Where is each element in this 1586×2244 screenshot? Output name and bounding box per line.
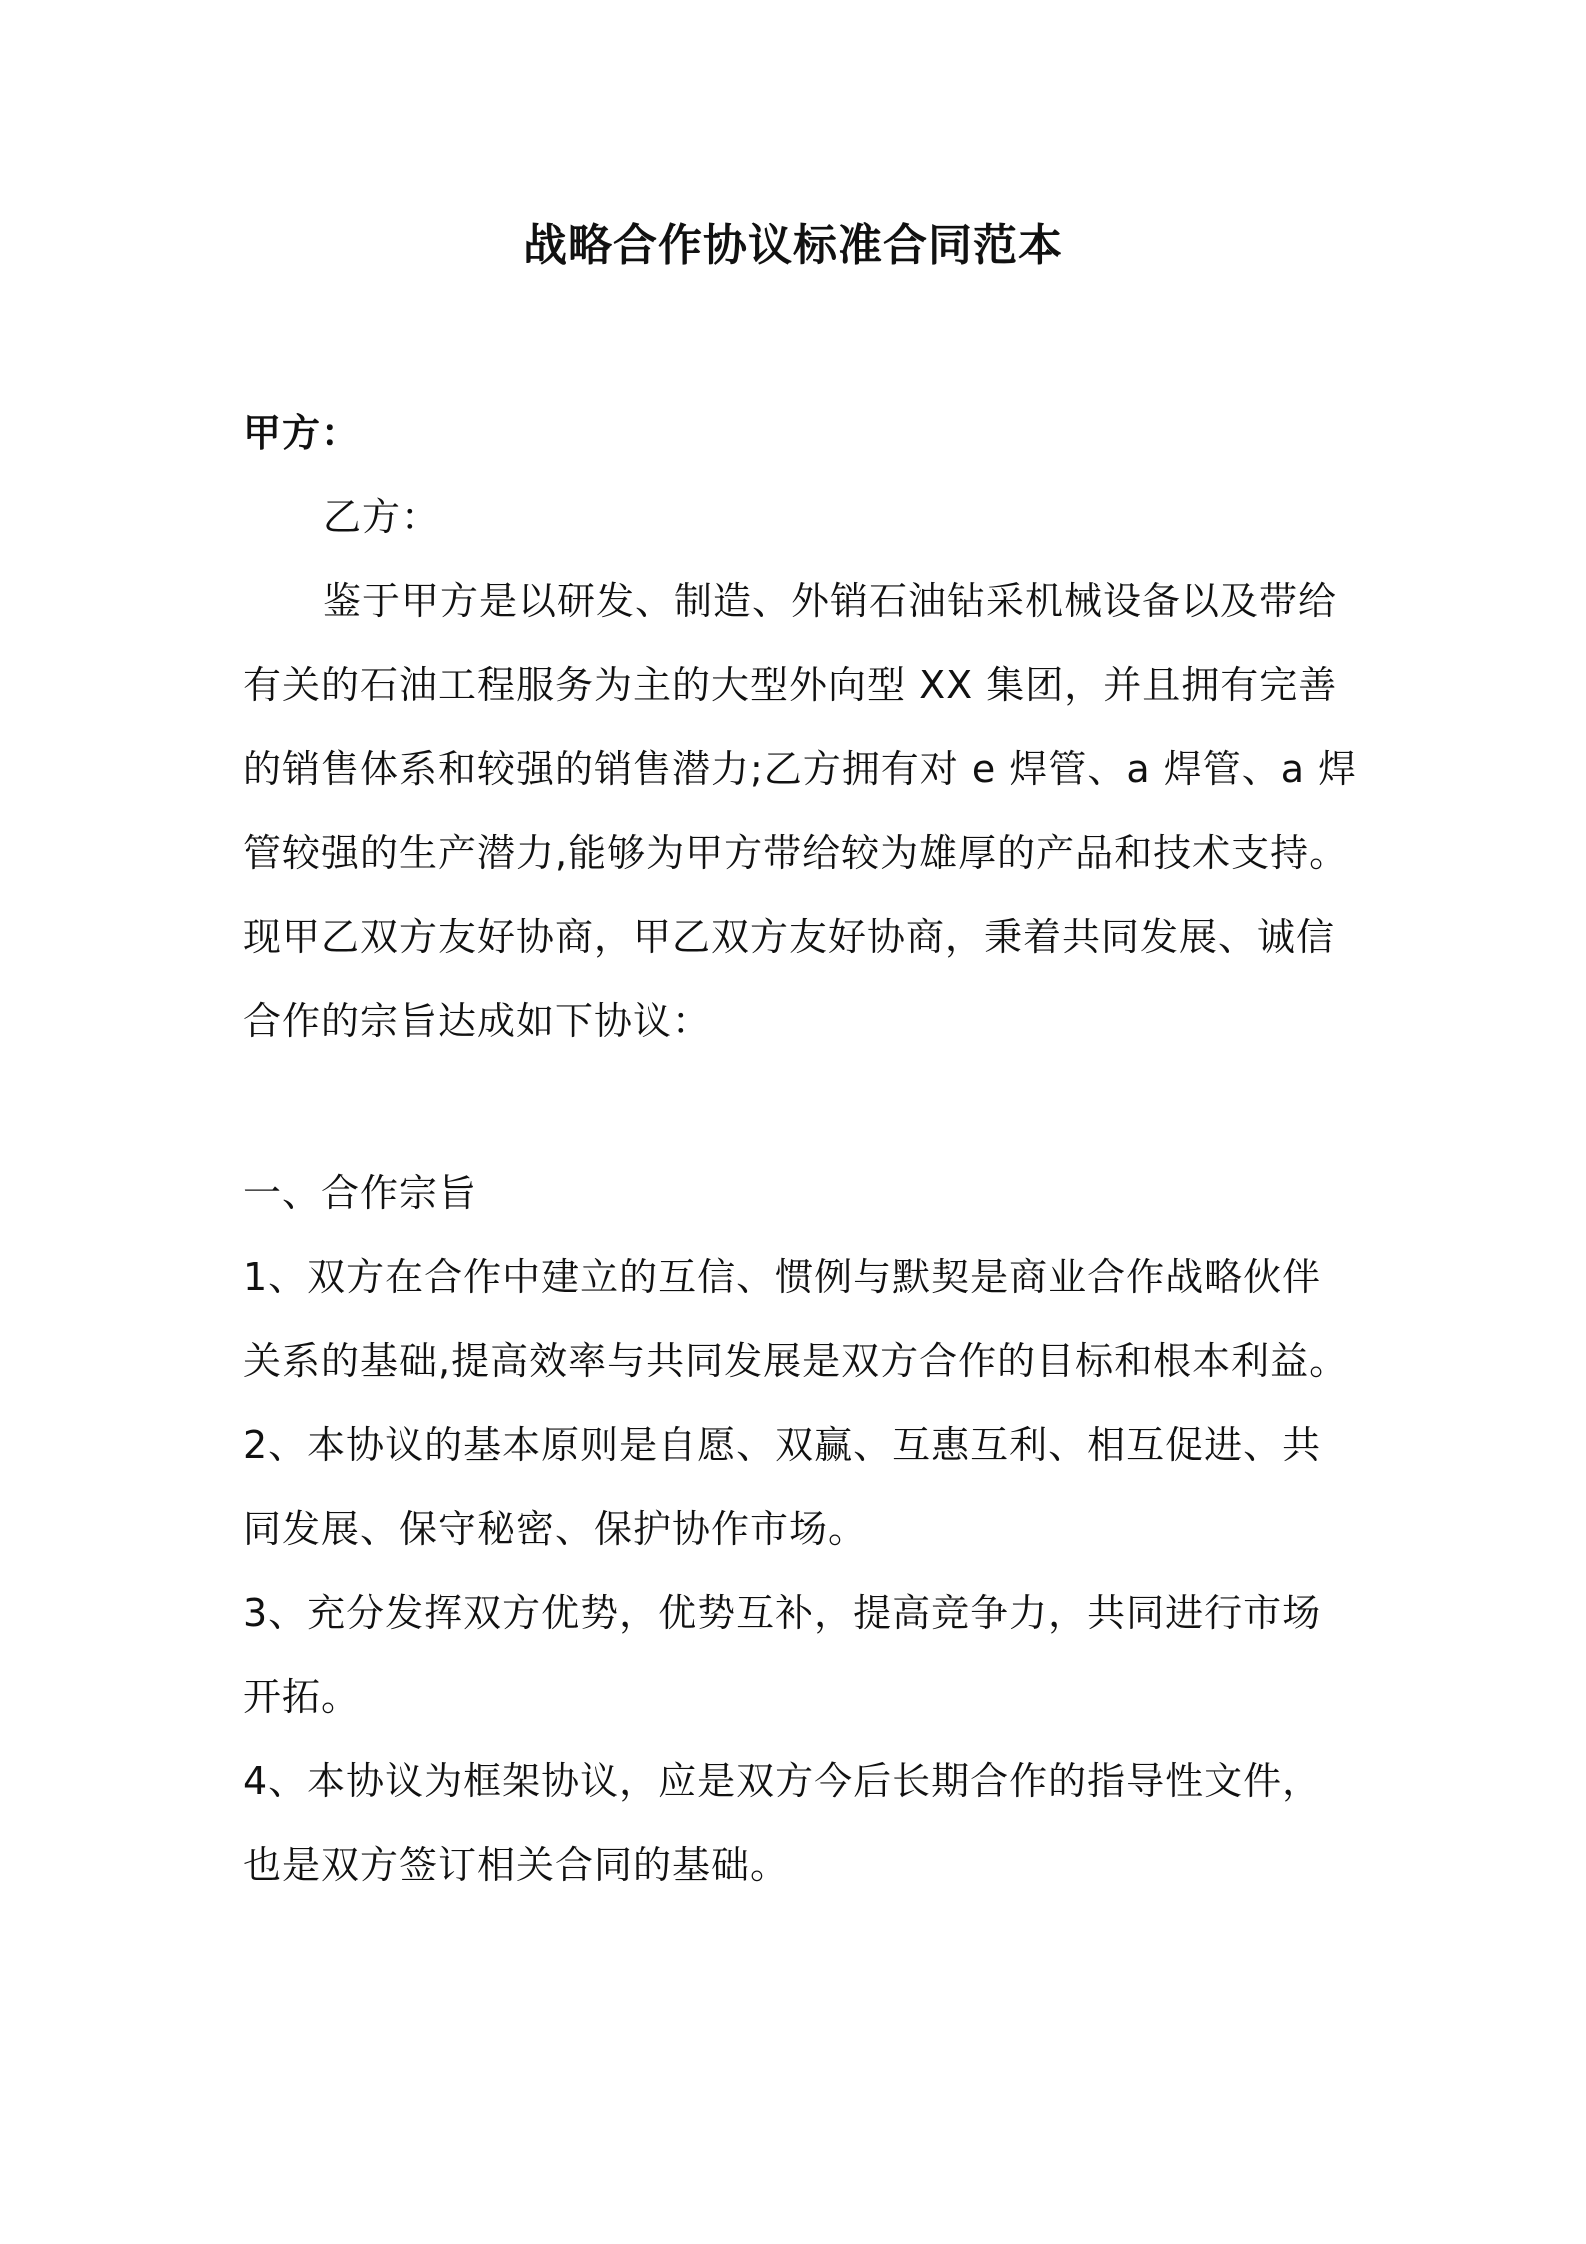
clause-line: 开拓。 bbox=[243, 1675, 361, 1719]
preamble-line: 鉴于甲方是以研发、制造、外销石油钻采机械设备以及带给 bbox=[323, 579, 1338, 623]
section-1 bbox=[243, 1151, 1363, 1907]
clause-line: 也是双方签订相关合同的基础。 bbox=[243, 1843, 790, 1887]
party-a-label: 甲方： bbox=[243, 411, 361, 455]
clause-line: 3、充分发挥双方优势，优势互补，提高竞争力，共同进行市场 bbox=[243, 1591, 1322, 1635]
section-heading: 一、合作宗旨 bbox=[243, 1171, 478, 1215]
document-title: 战略合作协议标准合同范本 bbox=[523, 220, 1063, 271]
party-b-label: 乙方： bbox=[323, 495, 441, 539]
preamble-line: 管较强的生产潜力,能够为甲方带给较为雄厚的产品和技术支持。 bbox=[243, 831, 1349, 875]
clause-line: 2、本协议的基本原则是自愿、双赢、互惠互利、相互促进、共 bbox=[243, 1423, 1322, 1467]
preamble-line: 合作的宗旨达成如下协议： bbox=[243, 999, 712, 1043]
party-section bbox=[243, 391, 1363, 559]
preamble-line: 现甲乙双方友好协商，甲乙双方友好协商，秉着共同发展、诚信 bbox=[243, 915, 1336, 959]
preamble-line: 有关的石油工程服务为主的大型外向型 XX 集团，并且拥有完善 bbox=[243, 663, 1338, 707]
clause-line: 4、本协议为框架协议，应是双方今后长期合作的指导性文件， bbox=[243, 1759, 1322, 1803]
preamble bbox=[243, 559, 1363, 1063]
clause-line: 关系的基础,提高效率与共同发展是双方合作的目标和根本利益。 bbox=[243, 1339, 1349, 1383]
clause-line: 同发展、保守秘密、保护协作市场。 bbox=[243, 1507, 868, 1551]
preamble-line: 的销售体系和较强的销售潜力;乙方拥有对 e 焊管、a 焊管、a 焊 bbox=[243, 747, 1358, 791]
clause-line: 1、双方在合作中建立的互信、惯例与默契是商业合作战略伙伴 bbox=[243, 1255, 1322, 1299]
